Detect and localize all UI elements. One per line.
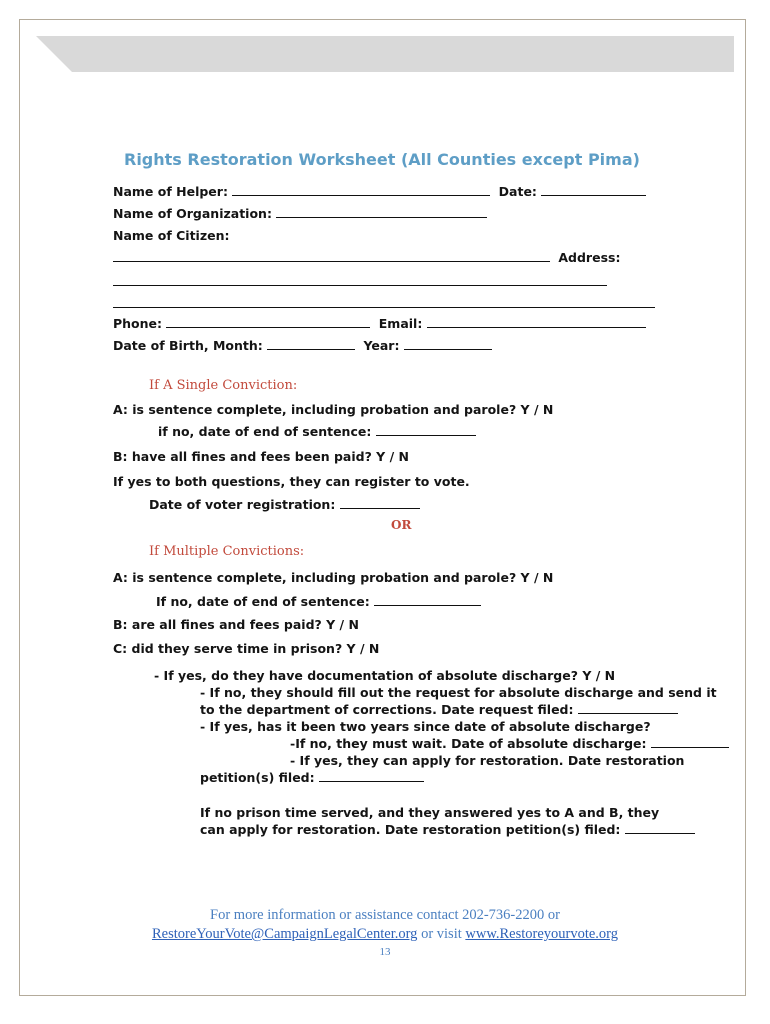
footer-contact: For more information or assistance contact 202-736-2200 or bbox=[210, 907, 560, 923]
single-end-date-field[interactable] bbox=[376, 424, 476, 436]
no-prison-petition-field[interactable] bbox=[625, 822, 695, 834]
discharge-request-field[interactable] bbox=[578, 702, 678, 714]
no-prison-line2-row bbox=[200, 822, 695, 837]
email-field[interactable] bbox=[427, 316, 646, 328]
helper-field[interactable] bbox=[232, 184, 490, 196]
voter-registration-label: Date of voter registration: bbox=[149, 497, 336, 512]
discharge-no-line2-row bbox=[200, 702, 678, 717]
absolute-discharge-date-field[interactable] bbox=[651, 736, 729, 748]
helper-row bbox=[113, 184, 646, 199]
address-field-line2[interactable] bbox=[113, 295, 655, 308]
dob-year-field[interactable] bbox=[404, 338, 492, 350]
apply-line1: - If yes, they can apply for restoration. Date restoration bbox=[290, 753, 685, 768]
multiple-question-a: A: is sentence complete, including probation and parole? Y / N bbox=[113, 570, 554, 585]
wait-row bbox=[290, 736, 729, 751]
dob-row bbox=[113, 338, 492, 353]
header-banner bbox=[36, 36, 734, 72]
address-row bbox=[113, 250, 620, 265]
page-number: 13 bbox=[379, 946, 391, 958]
organization-label: Name of Organization: bbox=[113, 206, 272, 221]
dob-month-field[interactable] bbox=[267, 338, 355, 350]
footer-or-visit: or visit bbox=[417, 926, 466, 942]
single-result: If yes to both questions, they can register to vote. bbox=[113, 474, 470, 489]
organization-row bbox=[113, 206, 487, 221]
multiple-convictions-heading: If Multiple Convictions: bbox=[149, 544, 305, 559]
discharge-no-line1: - If no, they should fill out the request for absolute discharge and send it bbox=[200, 685, 717, 700]
single-end-date-row bbox=[158, 424, 476, 439]
apply-line2-row bbox=[200, 770, 424, 785]
address-field-line1[interactable] bbox=[113, 273, 607, 286]
footer-email-link[interactable]: RestoreYourVote@CampaignLegalCenter.org bbox=[151, 926, 418, 942]
two-years-question: - If yes, has it been two years since date of absolute discharge? bbox=[200, 719, 651, 734]
multiple-end-date-row bbox=[156, 594, 481, 609]
multiple-question-b: B: are all fines and fees paid? Y / N bbox=[113, 617, 359, 632]
single-question-a: A: is sentence complete, including probation and parole? Y / N bbox=[113, 402, 554, 417]
address-label: Address: bbox=[558, 250, 621, 265]
multiple-question-c: C: did they serve time in prison? Y / N bbox=[113, 641, 380, 656]
footer-website-link[interactable]: www.Restoreyourvote.org bbox=[465, 926, 619, 942]
absolute-discharge-date-label: -If no, they must wait. Date of absolute discharge: bbox=[290, 736, 647, 751]
phone-field[interactable] bbox=[166, 316, 370, 328]
phone-label: Phone: bbox=[113, 316, 163, 331]
no-prison-line1: If no prison time served, and they answered yes to A and B, they bbox=[200, 805, 660, 820]
petition-filed-field[interactable] bbox=[319, 770, 424, 782]
email-label: Email: bbox=[378, 316, 423, 331]
citizen-name-field[interactable] bbox=[113, 250, 550, 262]
voter-registration-field[interactable] bbox=[340, 497, 420, 509]
helper-label: Name of Helper: bbox=[113, 184, 228, 199]
discharge-request-label: to the department of corrections. Date request filed: bbox=[200, 702, 574, 717]
footer-links bbox=[0, 926, 770, 943]
citizen-label: Name of Citizen: bbox=[113, 228, 230, 243]
single-end-date-label: if no, date of end of sentence: bbox=[158, 424, 372, 439]
dob-month-label: Date of Birth, Month: bbox=[113, 338, 263, 353]
multiple-end-date-field[interactable] bbox=[374, 594, 481, 606]
voter-registration-row bbox=[149, 497, 420, 512]
date-field[interactable] bbox=[541, 184, 646, 196]
single-conviction-heading: If A Single Conviction: bbox=[149, 378, 298, 393]
date-label: Date: bbox=[498, 184, 537, 199]
no-prison-petition-label: can apply for restoration. Date restoration petition(s) filed: bbox=[200, 822, 621, 837]
page-title: Rights Restoration Worksheet (All Counties except Pima) bbox=[124, 150, 640, 169]
petition-filed-label: petition(s) filed: bbox=[200, 770, 315, 785]
single-question-b: B: have all fines and fees been paid? Y / N bbox=[113, 449, 409, 464]
discharge-doc-question: - If yes, do they have documentation of absolute discharge? Y / N bbox=[154, 668, 616, 683]
organization-field[interactable] bbox=[276, 206, 487, 218]
phone-row bbox=[113, 316, 646, 331]
or-separator: OR bbox=[391, 518, 412, 532]
dob-year-label: Year: bbox=[363, 338, 400, 353]
multiple-end-date-label: If no, date of end of sentence: bbox=[156, 594, 370, 609]
